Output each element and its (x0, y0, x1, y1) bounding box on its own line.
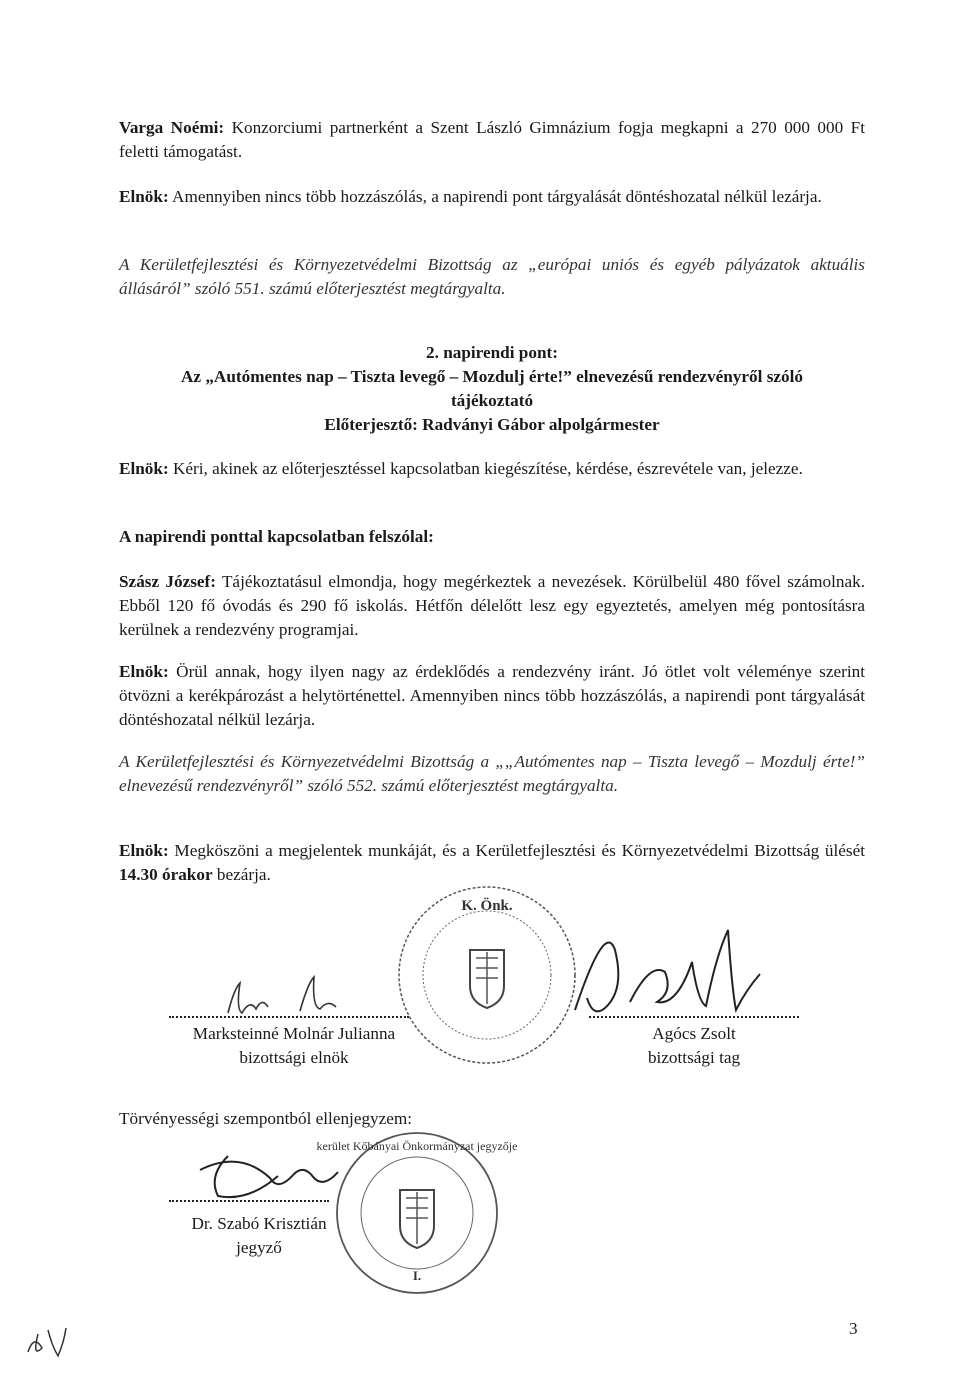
right-signature-scribble (555, 910, 795, 1030)
left-signature-line (169, 1016, 409, 1018)
paragraph-text: Konzorciumi partnerként a Szent László Gimnázium fogja megkapni a 270 000 000 Ft feletti támogatást. (119, 118, 865, 161)
notary-signature-scribble (188, 1150, 388, 1205)
paragraph-text: bezárja. (212, 865, 271, 884)
paragraph-text: Megköszöni a megjelentek munkáját, és a Kerületfejlesztési és Környezetvédelmi Bizottság ülését (168, 841, 865, 860)
paragraph-text: Tájékoztatásul elmondja, hogy megérkeztek a nevezések. Körülbelül 480 fővel számolnak. Ebből 120 fő óvodás és 290 fő iskolás. Hétfőn délelőtt lesz egy egyeztetés, amelyen még pontosításra kerülnek a rendezvény programjai. (119, 572, 865, 639)
legality-label: Törvényességi szempontból ellenjegyzem: (119, 1109, 413, 1128)
closing-time: 14.30 órakor (119, 865, 213, 884)
paragraph-szasz (119, 570, 865, 642)
notary-role: jegyző (236, 1238, 282, 1257)
speaker-label: Elnök: (119, 841, 169, 860)
speaker-label: Elnök: (119, 459, 169, 478)
agenda-title-line1: Az „Autómentes nap – Tiszta levegő – Mozdulj érte!” elnevezésű rendezvényről szóló (181, 367, 803, 386)
page-number: 3 (849, 1319, 858, 1339)
left-signer-name: Marksteinné Molnár Julianna (192, 1024, 396, 1043)
speaker-label: Szász József: (119, 572, 216, 591)
paragraph-text: Kéri, akinek az előterjesztéssel kapcsolatban kiegészítése, kérdése, észrevétele van, jelezze. (168, 459, 803, 478)
paragraph-chair-invite (119, 457, 865, 481)
page-initials (22, 1318, 72, 1363)
speaker-label: Varga Noémi: (119, 118, 225, 137)
speaker-label: Elnök: (119, 187, 169, 206)
paragraph-text: Örül annak, hogy ilyen nagy az érdeklődés a rendezvény iránt. Jó ötlet volt véleménye szerint ötvözni a kerékpározást a helytörténettel. Amennyiben nincs több hozzászólás, a napirendi pont tárgyalását döntéshozatal nélkül lezárja. (119, 662, 865, 729)
speakers-heading: A napirendi ponttal kapcsolatban felszólal: (119, 527, 434, 546)
right-signer-name: Agócs Zsolt (652, 1024, 736, 1043)
agenda-presenter: Előterjesztő: Radványi Gábor alpolgármester (324, 415, 660, 434)
resolution-551: A Kerületfejlesztési és Környezetvédelmi Bizottság az „európai uniós és egyéb pályázatok aktuális állásáról” szóló 551. számú előterjesztést megtárgyalta. (119, 255, 865, 298)
paragraph-varga (119, 116, 865, 164)
left-signature-scribble (210, 975, 420, 1020)
committee-stamp-text: K. Önk. (461, 898, 513, 914)
paragraph-text: Amennyiben nincs több hozzászólás, a napirendi pont tárgyalását döntéshozatal nélkül lezárja. (168, 187, 822, 206)
notary-signature-line (169, 1200, 329, 1202)
paragraph-chair-reply (119, 660, 865, 732)
resolution-552: A Kerületfejlesztési és Környezetvédelmi Bizottság a „„Autómentes nap – Tiszta levegő – Mozdulj érte!” elnevezésű rendezvényről” szóló 552. számú előterjesztést megtárgyalta. (119, 752, 865, 795)
left-signer-role: bizottsági elnök (239, 1048, 349, 1067)
notary-name: Dr. Szabó Krisztián (191, 1214, 327, 1233)
notary-stamp-text: kerület Kőbányai Önkormányzat jegyzője (316, 1139, 518, 1153)
right-signer-role: bizottsági tag (647, 1048, 741, 1067)
speaker-label: Elnök: (119, 662, 169, 681)
notary-stamp-mark: I. (412, 1268, 422, 1283)
agenda-title-line2: tájékoztató (450, 391, 534, 410)
committee-stamp (392, 880, 582, 1070)
right-signature-line (589, 1016, 799, 1018)
paragraph-chair-close-1 (119, 185, 865, 209)
agenda-number: 2. napirendi pont: (426, 343, 558, 362)
